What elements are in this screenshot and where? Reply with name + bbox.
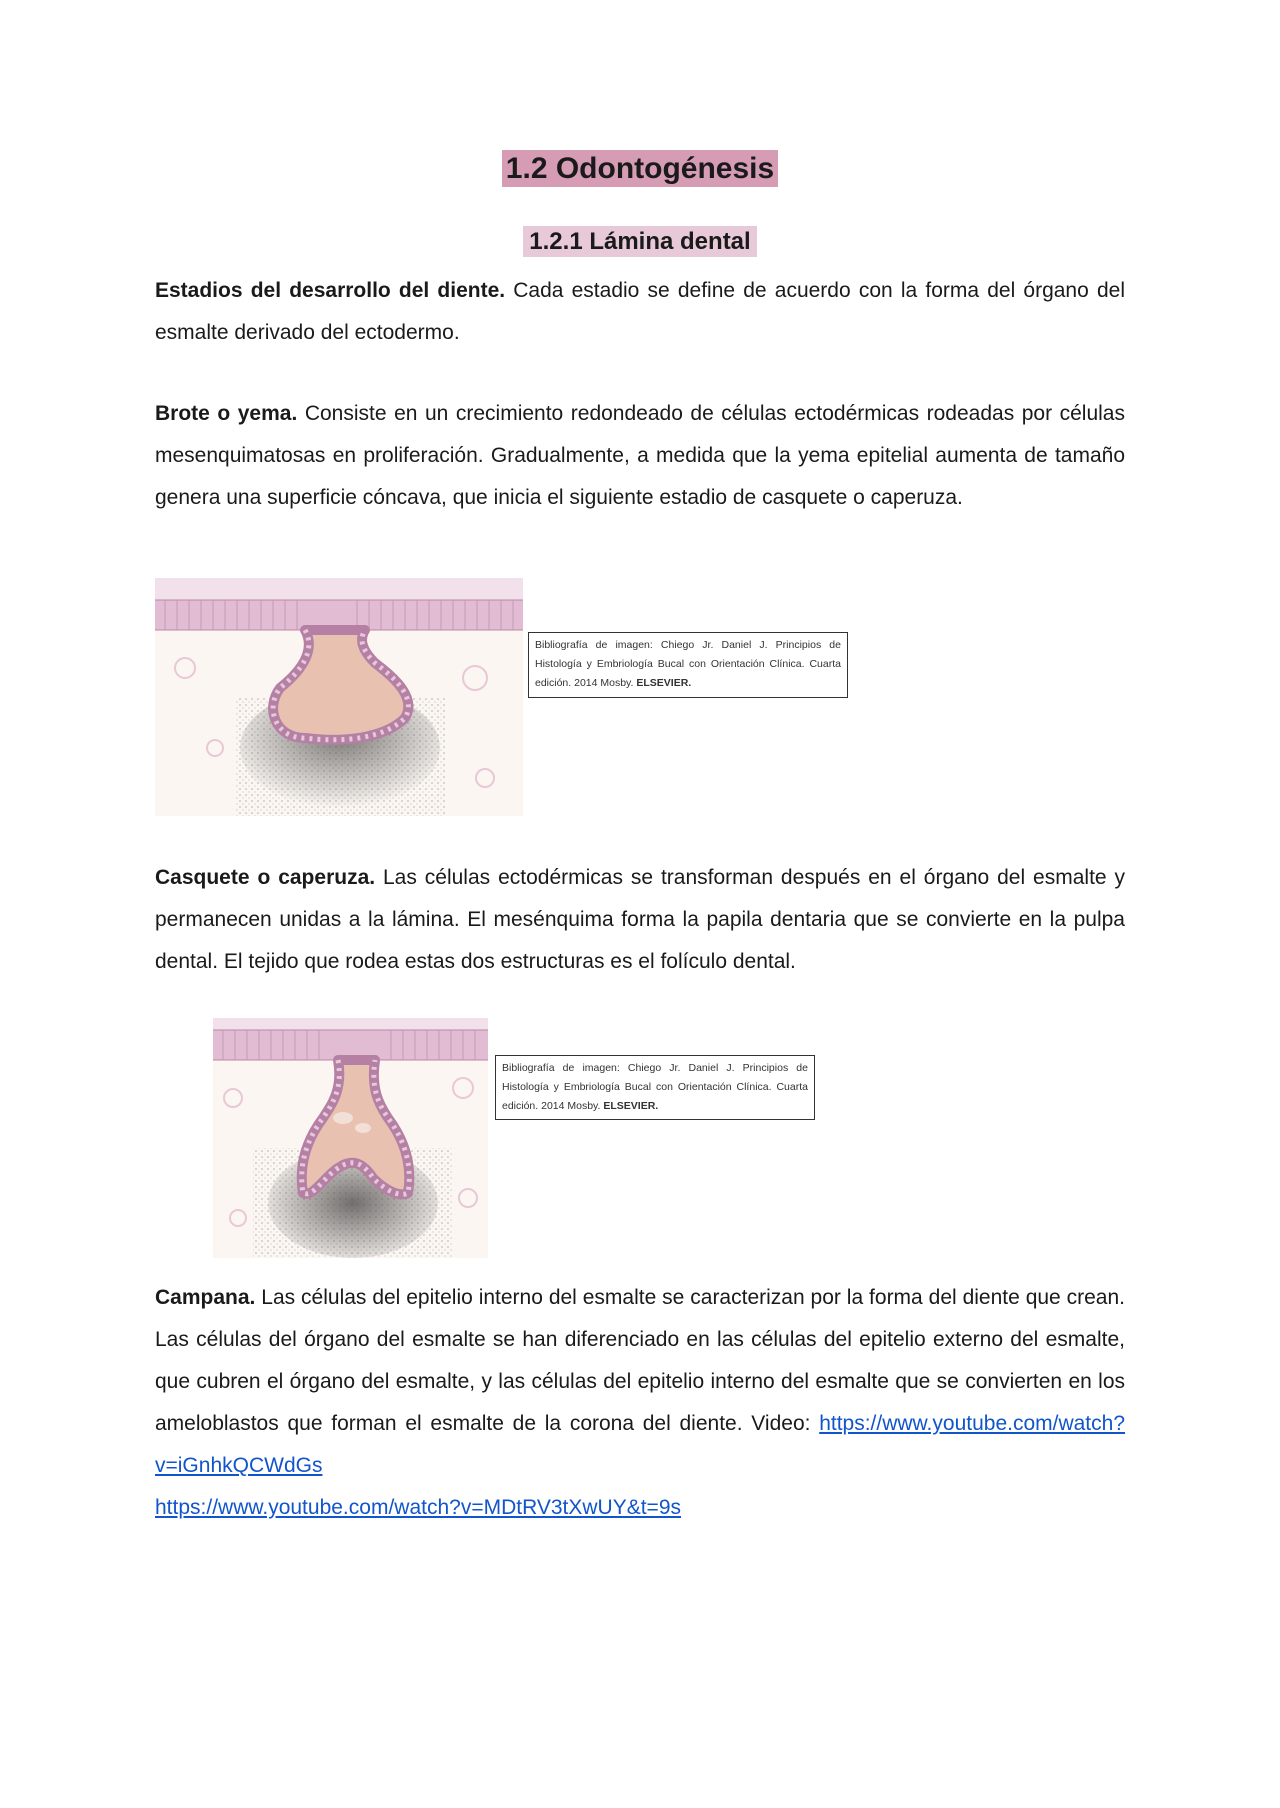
casquete-paragraph [155, 857, 1125, 983]
subsection-heading [0, 228, 1280, 256]
brote-term: Brote o yema. [155, 402, 298, 425]
section-heading-text: 1.2 Odontogénesis [502, 150, 778, 187]
campana-text: Las células del epitelio interno del esmalte se caracterizan por la forma del diente que crean. Las células del órgano del esmalte se han diferenciado en las células del epitelio externo del esmalte, que cubren el órgano del esmalte, y las células del epitelio interno del esmalte que se convierten en los ameloblastos que forman el esmalte de la corona del diente. Video: [155, 1286, 1125, 1435]
campana-term: Campana. [155, 1286, 256, 1309]
video-link-2[interactable]: https://www.youtube.com/watch?v=MDtRV3tXwUY&t=9s [155, 1496, 682, 1519]
bud-caption-publisher: ELSEVIER. [636, 677, 692, 689]
cap-caption-text: Bibliografía de imagen: Chiego Jr. Daniel J. Principios de Histología y Embriología Bucal con Orientación Clínica. Cuarta edición. 2014 Mosby. [502, 1062, 808, 1112]
brote-paragraph [155, 393, 1125, 519]
intro-text: Cada estadio se define de acuerdo con la forma del órgano del esmalte derivado del ectodermo. [155, 279, 1125, 344]
cap-stage-illustration [213, 1018, 488, 1258]
intro-term: Estadios del desarrollo del diente. [155, 279, 506, 302]
campana-paragraph [155, 1277, 1125, 1529]
section-heading [0, 152, 1280, 186]
casquete-text: Las células ectodérmicas se transforman después en el órgano del esmalte y permanecen unidas a la lámina. El mesénquima forma la papila dentaria que se convierte en la pulpa dental. El tejido que rodea estas dos estructuras es el folículo dental. [155, 866, 1125, 973]
cap-figure-caption [495, 1055, 815, 1120]
bud-caption-text: Bibliografía de imagen: Chiego Jr. Daniel J. Principios de Histología y Embriología Bucal con Orientación Clínica. Cuarta edición. 2014 Mosby. [535, 639, 841, 689]
bud-figure-caption [528, 632, 848, 698]
casquete-term: Casquete o caperuza. [155, 866, 376, 889]
subsection-heading-text: 1.2.1 Lámina dental [523, 226, 756, 257]
intro-paragraph [155, 270, 1125, 354]
brote-text: Consiste en un crecimiento redondeado de células ectodérmicas rodeadas por células mesenquimatosas en proliferación. Gradualmente, a medida que la yema epitelial aumenta de tamaño genera una superficie cóncava, que inicia el siguiente estadio de casquete o caperuza. [155, 402, 1125, 509]
cap-caption-publisher: ELSEVIER. [603, 1100, 659, 1112]
video-link-1[interactable]: https://www.youtube.com/watch?v=iGnhkQCWdGs [155, 1412, 1125, 1477]
bud-stage-illustration [155, 578, 523, 816]
